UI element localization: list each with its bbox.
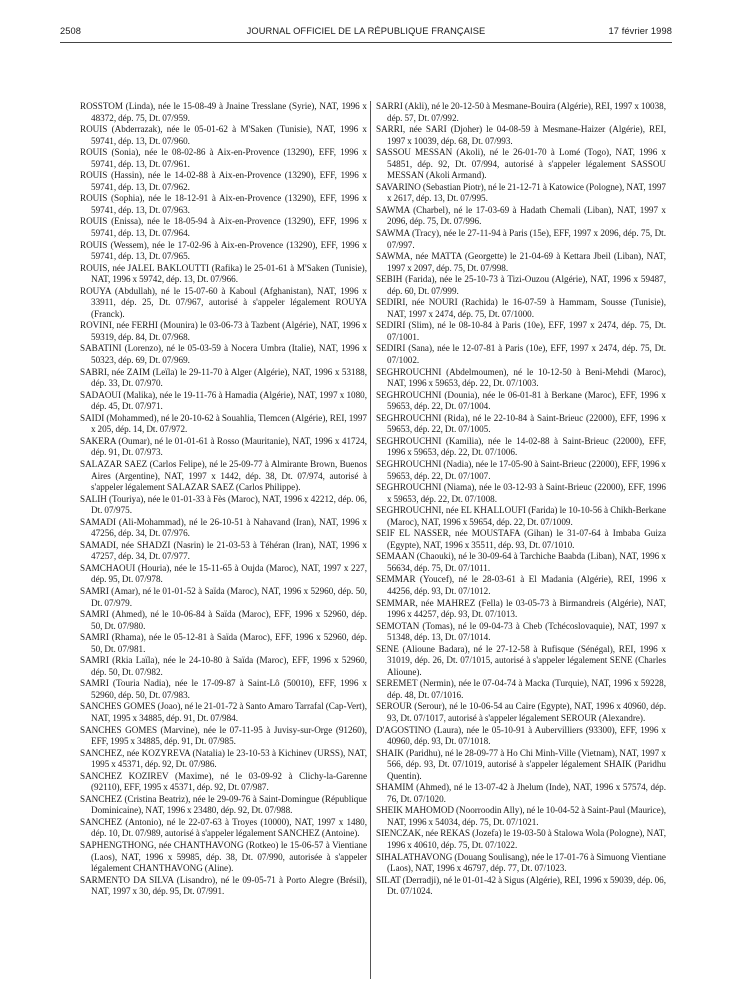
register-entry: SEIF EL NASSER, née MOUSTAFA (Gihan) le 31-07-64 à Imbaba Guiza (Egypte), NAT, 1996 x 35511, dép. 93, Dt. 07/1010. (376, 528, 666, 550)
register-entry: SEMAAN (Chaouki), né le 30-09-64 à Tarchiche Baabda (Liban), NAT, 1996 x 56634, dép. 75, Dt. 07/1011. (376, 551, 666, 573)
header-rule (60, 42, 672, 43)
page-date: 17 février 1998 (608, 26, 672, 36)
register-entry: ROUIS, née JALEL BAKLOUTTI (Rafika) le 25-01-61 à M'Saken (Tunisie), NAT, 1996 x 59742, dép. 13, Dt. 07/966. (80, 262, 367, 285)
register-entry: SAMRI (Rkia Laïla), née le 24-10-80 à Saïda (Maroc), EFF, 1996 x 52960, dép. 50, Dt. 07/982. (80, 655, 367, 677)
register-entry: SIHALATHAVONG (Douang Soulisang), née le 17-01-76 à Simuong Vientiane (Laos), NAT, 1996 x 46797, dép. 77, Dt. 07/1023. (376, 851, 666, 874)
register-entry: ROUIS (Sonia), née le 08-02-86 à Aix-en-Provence (13290), EFF, 1996 x 59741, dép. 13, Dt. 07/961. (80, 147, 367, 169)
right-column (376, 101, 666, 898)
register-entry: SAVARINO (Sebastian Piotr), né le 21-12-71 à Katowice (Pologne), NAT, 1997 x 2617, dép. 13, Dt. 07/995. (376, 181, 666, 204)
register-entry: SAMCHAOUI (Houria), née le 15-11-65 à Oujda (Maroc), NAT, 1997 x 227, dép. 95, Dt. 07/978. (80, 562, 367, 585)
register-entry: SEMMAR, née MAHREZ (Fella) le 03-05-73 à Birmandreis (Algérie), NAT, 1996 x 44257, dép. 93, Dt. 07/1013. (376, 597, 666, 620)
register-entry: ROUIS (Enissa), née le 18-05-94 à Aix-en-Provence (13290), EFF, 1996 x 59741, dép. 13, Dt. 07/964. (80, 216, 367, 239)
register-entry: SENE (Alioune Badara), né le 27-12-58 à Rufisque (Sénégal), REI, 1996 x 31019, dép. 26, Dt. 07/1015, autorisé à s'appeler légalement SENE (Charles Alioune). (376, 643, 666, 677)
register-entry: SAIDI (Mohammed), né le 20-10-62 à Souahlia, Tlemcen (Algérie), REI, 1997 x 205, dép. 14, Dt. 07/972. (80, 412, 367, 435)
register-entry: SARRI, née SARI (Djoher) le 04-08-59 à Mesmane-Haizer (Algérie), REI, 1997 x 10039, dép. 68, Dt. 07/993. (376, 124, 666, 146)
register-entry: SAWMA (Tracy), née le 27-11-94 à Paris (15e), EFF, 1997 x 2096, dép. 75, Dt. 07/997. (376, 228, 666, 250)
register-entry: SHAMIM (Ahmed), né le 13-07-42 à Jhelum (Inde), NAT, 1996 x 57574, dép. 76, Dt. 07/1020. (376, 782, 666, 804)
register-entry: SIENCZAK, née REKAS (Jozefa) le 19-03-50 à Stalowa Wola (Pologne), NAT, 1996 x 40610, dép. 75, Dt. 07/1022. (376, 828, 666, 850)
register-entry: SEDIRI (Sana), née le 12-07-81 à Paris (10e), EFF, 1997 x 2474, dép. 75, Dt. 07/1002. (376, 343, 666, 366)
register-entry: ROUYA (Abdullah), né le 15-07-60 à Kaboul (Afghanistan), NAT, 1996 x 33911, dép. 25, Dt. 07/967, autorisé à s'appeler légalement ROUYA (Franck). (80, 285, 367, 319)
register-entry: SAMRI (Ahmed), né le 10-06-84 à Saïda (Maroc), EFF, 1996 x 52960, dép. 50, Dt. 07/980. (80, 609, 367, 631)
register-entry: ROUIS (Hassin), née le 14-02-88 à Aix-en-Provence (13290), EFF, 1996 x 59741, dép. 13, Dt. 07/962. (80, 170, 367, 192)
register-entry: SEDIRI, née NOURI (Rachida) le 16-07-59 à Hammam, Sousse (Tunisie), NAT, 1997 x 2474, dép. 75, Dt. 07/1000. (376, 297, 666, 319)
register-entry: SAMRI (Amar), né le 01-01-52 à Saïda (Maroc), NAT, 1996 x 52960, dép. 50, Dt. 07/979. (80, 585, 367, 608)
register-entry: SANCHES GOMES (Marvine), née le 07-11-95 à Juvisy-sur-Orge (91260), EFF, 1995 x 34885, dép. 91, Dt. 07/985. (80, 724, 367, 747)
register-entry: SANCHEZ KOZIREV (Maxime), né le 03-09-92 à Clichy-la-Garenne (92110), EFF, 1995 x 45371, dép. 92, Dt. 07/987. (80, 770, 367, 793)
register-entry: ROSSTOM (Linda), née le 15-08-49 à Jnaine Tresslane (Syrie), NAT, 1996 x 48372, dép. 75, Dt. 07/959. (80, 101, 367, 123)
register-entry: SABRI, née ZAIM (Leïla) le 29-11-70 à Alger (Algérie), NAT, 1996 x 53188, dép. 33, Dt. 07/970. (80, 366, 367, 389)
register-entry: ROUIS (Abderrazak), née le 05-01-62 à M'Saken (Tunisie), NAT, 1996 x 59741, dép. 13, Dt. 07/960. (80, 124, 367, 146)
register-entry: SEGHROUCHNI, née EL KHALLOUFI (Farida) le 10-10-56 à Chikh-Berkane (Maroc), NAT, 1996 x 59654, dép. 22, Dt. 07/1009. (376, 505, 666, 527)
register-entry: SEMMAR (Youcef), né le 28-03-61 à El Madania (Algérie), REI, 1996 x 44256, dép. 93, Dt. 07/1012. (376, 574, 666, 596)
register-entry: SASSOU MESSAN (Akoli), né le 26-01-70 à Lomé (Togo), NAT, 1996 x 54851, dép. 92, Dt. 07/994, autorisé à s'appeler légalement SASSOU MESSAN (Akoli Armand). (376, 147, 666, 181)
register-entry: SABATINI (Lorenzo), né le 05-03-59 à Nocera Umbra (Italie), NAT, 1996 x 50323, dép. 69, Dt. 07/969. (80, 343, 367, 366)
register-entry: SEDIRI (Slim), né le 08-10-84 à Paris (10e), EFF, 1997 x 2474, dép. 75, Dt. 07/1001. (376, 320, 666, 342)
register-entry: SEGHROUCHNI (Nadia), née le 17-05-90 à Saint-Brieuc (22000), EFF, 1996 x 59653, dép. 22, Dt. 07/1007. (376, 458, 666, 481)
register-entry: SARMENTO DA SILVA (Lisandro), né le 09-05-71 à Porto Alegre (Brésil), NAT, 1997 x 30, dép. 95, Dt. 07/991. (80, 874, 367, 897)
register-entry: SAMRI (Touria Nadia), née le 17-09-87 à Saint-Lô (50010), EFF, 1996 x 52960, dép. 50, Dt. 07/983. (80, 678, 367, 700)
register-entry: SAKERA (Oumar), né le 01-01-61 à Rosso (Mauritanie), NAT, 1996 x 41724, dép. 91, Dt. 07/973. (80, 435, 367, 458)
register-entry: D'AGOSTINO (Laura), née le 05-10-91 à Aubervilliers (93300), EFF, 1996 x 40960, dép. 93, Dt. 07/1018. (376, 724, 666, 747)
register-entry: SAMADI, née SHADZI (Nasrin) le 21-03-53 à Téhéran (Iran), NAT, 1996 x 47257, dép. 34, Dt. 07/977. (80, 539, 367, 562)
register-entry: SAPHENGTHONG, née CHANTHAVONG (Rotkeo) le 15-06-57 à Vientiane (Laos), NAT, 1996 x 59985, dép. 38, Dt. 07/990, autorisée à s'appeler légalement CHANTHAVONG (Aline). (80, 840, 367, 874)
left-column (80, 101, 367, 898)
register-entry: SANCHEZ (Antonio), né le 22-07-63 à Troyes (10000), NAT, 1997 x 1480, dép. 10, Dt. 07/989, autorisé à s'appeler légalement SANCHEZ (Antoine). (80, 816, 367, 839)
register-entry: SEGHROUCHNI (Rida), né le 22-10-84 à Saint-Brieuc (22000), EFF, 1996 x 59653, dép. 22, Dt. 07/1005. (376, 412, 666, 435)
register-entry: SILAT (Derradji), né le 01-01-42 à Sigus (Algérie), REI, 1996 x 59039, dép. 06, Dt. 07/1024. (376, 874, 666, 897)
register-entry: SEMOTAN (Tomas), né le 09-04-73 à Cheb (Tchécoslovaquie), NAT, 1997 x 51348, dép. 13, Dt. 07/1014. (376, 620, 666, 643)
register-entry: SEGHROUCHNI (Abdelmoumen), né le 10-12-50 à Beni-Mehdi (Maroc), NAT, 1996 x 59653, dép. 22, Dt. 07/1003. (376, 366, 666, 389)
register-entry: SARRI (Akli), né le 20-12-50 à Mesmane-Bouira (Algérie), REI, 1997 x 10038, dép. 57, Dt. 07/992. (376, 101, 666, 123)
register-entry: SAWMA, née MATTA (Georgette) le 21-04-69 à Kettara Jbeil (Liban), NAT, 1997 x 2097, dép. 75, Dt. 07/998. (376, 251, 666, 273)
register-entry: ROUIS (Wessem), née le 17-02-96 à Aix-en-Provence (13290), EFF, 1996 x 59741, dép. 13, Dt. 07/965. (80, 239, 367, 262)
register-entry: SEREMET (Nermin), née le 07-04-74 à Macka (Turquie), NAT, 1996 x 59228, dép. 48, Dt. 07/1016. (376, 678, 666, 700)
register-entry: SHEIK MAHOMOD (Noorroodin Ally), né le 10-04-52 à Saint-Paul (Maurice), NAT, 1996 x 54034, dép. 75, Dt. 07/1021. (376, 805, 667, 827)
register-entry: SEGHROUCHNI (Dounia), née le 06-01-81 à Berkane (Maroc), EFF, 1996 x 59653, dép. 22, Dt. 07/1004. (376, 389, 666, 412)
register-entry: SANCHEZ, née KOZYREVA (Natalia) le 23-10-53 à Kichinev (URSS), NAT, 1995 x 45371, dép. 92, Dt. 07/986. (80, 747, 367, 770)
column-divider (370, 101, 371, 979)
register-entry: SEROUR (Serour), né le 10-06-54 au Caire (Egypte), NAT, 1996 x 40960, dép. 93, Dt. 07/1017, autorisé à s'appeler légalement SEROUR (Alexandre). (376, 701, 666, 723)
register-entry: SEGHROUCHNI (Kamilia), née le 14-02-88 à Saint-Brieuc (22000), EFF, 1996 x 59653, dép. 22, Dt. 07/1006. (376, 435, 666, 458)
register-entry: SAWMA (Charbel), né le 17-03-69 à Hadath Chemali (Liban), NAT, 1997 x 2096, dép. 75, Dt. 07/996. (376, 204, 666, 227)
register-entry: ROVINI, née FERHI (Mounira) le 03-06-73 à Tazbent (Algérie), NAT, 1996 x 59319, dép. 84, Dt. 07/968. (80, 320, 367, 342)
page-number: 2508 (60, 26, 82, 36)
register-entry: SAMADI (Ali-Mohammad), né le 26-10-51 à Nahavand (Iran), NAT, 1996 x 47256, dép. 34, Dt. 07/976. (80, 516, 367, 539)
register-entry: SALIH (Touriya), née le 01-01-33 à Fès (Maroc), NAT, 1996 x 42212, dép. 06, Dt. 07/975. (80, 493, 367, 516)
register-entry: SAMRI (Rhama), née le 05-12-81 à Saïda (Maroc), EFF, 1996 x 52960, dép. 50, Dt. 07/981. (80, 632, 367, 654)
register-entry: SANCHES GOMES (Joao), né le 21-01-72 à Santo Amaro Tarrafal (Cap-Vert), NAT, 1995 x 34885, dép. 91, Dt. 07/984. (80, 701, 367, 723)
register-entry: SANCHEZ (Cristina Beatriz), née le 29-09-76 à Saint-Domingue (République Dominicaine), NAT, 1996 x 23480, dép. 92, Dt. 07/988. (80, 793, 367, 816)
register-entry: SADAOUI (Malika), née le 19-11-76 à Hamadia (Algérie), NAT, 1997 x 1080, dép. 45, Dt. 07/971. (80, 389, 367, 412)
register-entry: SEGHROUCHNI (Niama), née le 03-12-93 à Saint-Brieuc (22000), EFF, 1996 x 59653, dép. 22, Dt. 07/1008. (376, 482, 666, 504)
register-entry: SHAIK (Paridhu), né le 28-09-77 à Ho Chi Minh-Ville (Vietnam), NAT, 1997 x 566, dép. 93, Dt. 07/1019, autorisé à s'appeler légalement SHAIK (Paridhu Quentin). (376, 747, 666, 781)
register-entry: SEBIH (Farida), née le 25-10-73 à Tizi-Ouzou (Algérie), NAT, 1996 x 59487, dép. 60, Dt. 07/999. (376, 274, 666, 296)
register-entry: ROUIS (Sophia), née le 18-12-91 à Aix-en-Provence (13290), EFF, 1996 x 59741, dép. 13, Dt. 07/963. (80, 193, 367, 215)
page-header (60, 26, 672, 40)
journal-title: JOURNAL OFFICIEL DE LA RÉPUBLIQUE FRANÇAISE (246, 26, 486, 36)
register-entry: SALAZAR SAEZ (Carlos Felipe), né le 25-09-77 à Almirante Brown, Buenos Aires (Argentine), NAT, 1997 x 1442, dép. 38, Dt. 07/974, autorisé à s'appeler légalement SALAZAR SAEZ (Carlos Philippe). (80, 458, 367, 493)
